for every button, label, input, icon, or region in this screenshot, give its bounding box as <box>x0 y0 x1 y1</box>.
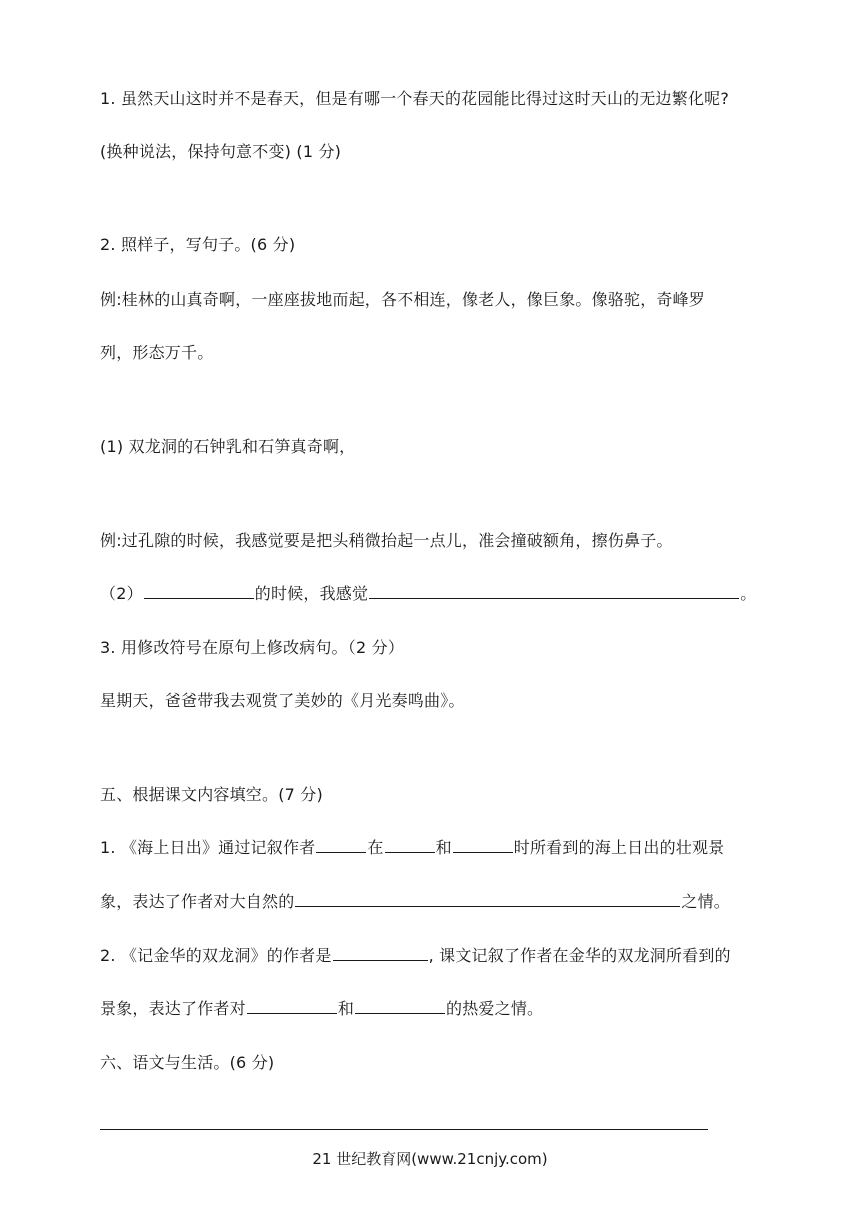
section5-item1-line1 <box>100 838 724 858</box>
q2-item2-end: 。 <box>740 584 757 603</box>
answer-blank[interactable] <box>316 838 366 853</box>
section5-title: 五、根据课文内容填空。(7 分) <box>100 785 323 804</box>
section5-item2-line2 <box>100 999 543 1019</box>
q3-sentence: 星期天，爸爸带我去观赏了美妙的《月光奏鸣曲》。 <box>100 691 465 710</box>
q2-item2-prefix: （2） <box>100 584 143 603</box>
section6-title: 六、语文与生活。(6 分) <box>100 1053 275 1072</box>
answer-blank[interactable] <box>385 838 435 853</box>
section5-item1-text-c: 和 <box>435 838 452 857</box>
q2-example1-line1: 例:桂林的山真奇啊，一座座拔地而起，各不相连，像老人，像巨象。像骆驼，奇峰罗 <box>100 290 705 309</box>
q2-item2 <box>100 584 756 604</box>
q2-item2-middle: 的时候，我感觉 <box>254 584 369 603</box>
q2-example2: 例:过孔隙的时候，我感觉要是把头稍微抬起一点儿，准会撞破额角，擦伤鼻子。 <box>100 531 673 550</box>
section5-item1-text-b: 在 <box>367 838 384 857</box>
section5-item1-line2-text-b: 之情。 <box>681 892 731 911</box>
section5-item2-line2-text-b: 和 <box>337 999 355 1018</box>
answer-blank[interactable] <box>295 892 680 907</box>
section5-item1-line2 <box>100 892 730 912</box>
section5-item1-text-d: 时所看到的海上日出的壮观景 <box>513 838 725 857</box>
q2-example1-line2: 列，形态万千。 <box>100 343 214 362</box>
section5-item2-text-b: , 课文记叙了作者在金华的双龙洞所看到的 <box>428 946 731 965</box>
section5-item2-line2-text-a: 景象，表达了作者对 <box>100 999 246 1018</box>
answer-blank[interactable] <box>453 838 513 853</box>
footer-text[interactable]: 21 世纪教育网(www.21cnjy.com) <box>312 1150 548 1168</box>
section5-item2-text-a: 2. 《记金华的双龙洞》的作者是 <box>100 946 332 965</box>
answer-blank[interactable] <box>247 999 337 1014</box>
section5-item1-text-a: 1. 《海上日出》通过记叙作者 <box>100 838 316 857</box>
q2-item1: (1) 双龙洞的石钟乳和石笋真奇啊， <box>100 437 356 456</box>
section5-item2-line1 <box>100 946 731 966</box>
q1-line1: 1. 虽然天山这时并不是春天，但是有哪一个春天的花园能比得过这时天山的无边繁化呢? <box>100 89 730 108</box>
footer-divider <box>100 1129 708 1130</box>
section5-item1-line2-text-a: 象，表达了作者对大自然的 <box>100 892 295 911</box>
q1-line2: (换种说法，保持句意不变) (1 分) <box>100 142 342 161</box>
answer-blank[interactable] <box>355 999 445 1014</box>
q2-title: 2. 照样子，写句子。(6 分) <box>100 235 296 254</box>
answer-blank[interactable] <box>369 584 739 599</box>
section5-item2-line2-text-c: 的热爱之情。 <box>446 999 544 1018</box>
answer-blank[interactable] <box>144 584 254 599</box>
q3-title: 3. 用修改符号在原句上修改病句。（2 分） <box>100 638 405 657</box>
answer-blank[interactable] <box>333 946 428 961</box>
